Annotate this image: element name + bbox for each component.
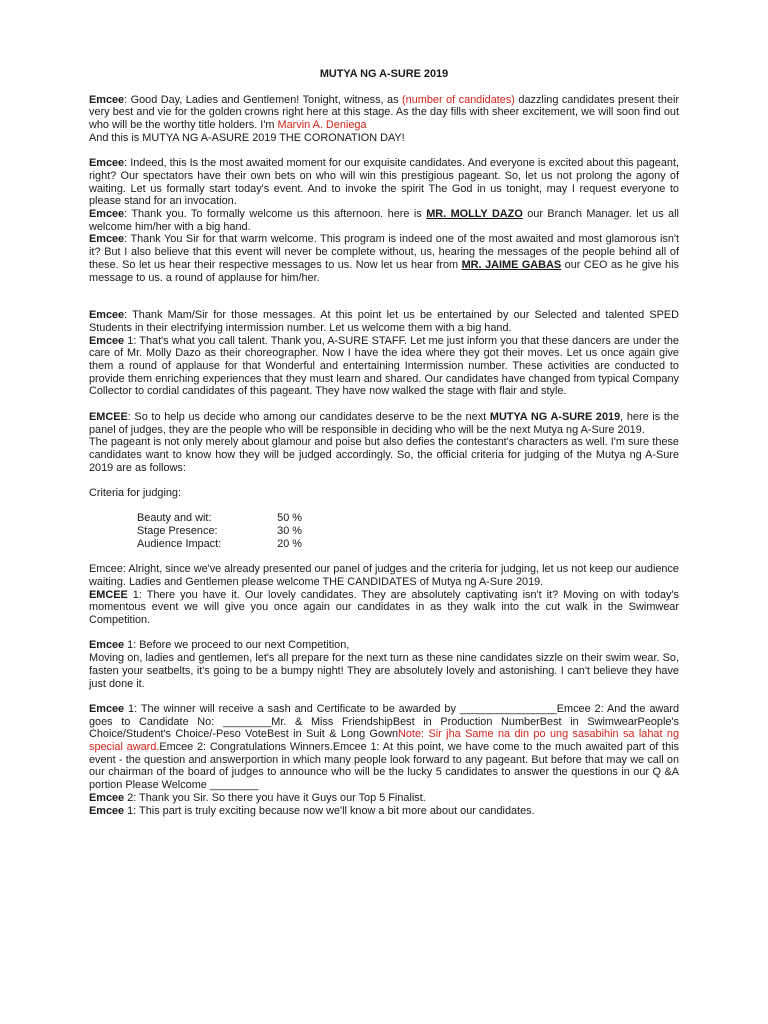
criteria-row: Beauty and wit: 50 %: [137, 512, 302, 525]
speaker-label: Emcee: [89, 804, 125, 817]
placeholder-note: (number of candidates): [402, 93, 515, 106]
pageant-name: MUTYA NG A-SURE 2019: [489, 410, 621, 423]
paragraph-invocation: Emcee: Indeed, this Is the most awaited moment for our exquisite candidates. And everyone is excited about this pageant, right? Our spectators have their own bets on who will win this prestigious pageant. So, let us not prolong the agony of waiting. Let us formally start today's event. And to invoke the spirit The God in us tonight, may I request everyone to please stand for an invocation.: [89, 157, 679, 208]
paragraph-top5: Emcee 2: Thank you Sir. So there you have it Guys our Top 5 Finalist.: [89, 791, 426, 804]
speaker-label: Emcee: [89, 334, 125, 347]
paragraph-messages: Emcee: Thank You Sir for that warm welcome. This program is indeed one of the most awaited and most glamorous isn't it? But I also believe that this event will never be complete without, us, hearing the messages of the people behind all of these. So let us hear their respective messages to us. Now let us hear from MR. JAIME GABAS our CEO as he give his message to us. a round of applause for him/her.: [89, 233, 679, 284]
criteria-row: Audience Impact: 20 %: [137, 537, 302, 550]
speaker-label: Emcee: [89, 233, 125, 246]
criteria-row: Stage Presence: 30 %: [137, 525, 302, 538]
branch-manager-name: MR. MOLLY DAZO: [426, 208, 523, 221]
speaker-label: Emcee: [89, 639, 125, 652]
speaker-label: Emcee: [89, 791, 125, 804]
paragraph-criteria-intro: The pageant is not only merely about glamour and poise but also defies the contestant's characters as well. I'm sure these candidates want to know how they will be judged accordingly. So, the official criteria for judging of the Mutya ng A-Sure 2019 are as follows:: [89, 436, 679, 474]
speaker-label: Emcee: [89, 157, 125, 170]
speaker-label: Emcee: [89, 309, 125, 322]
paragraph-swim-wear: Moving on, ladies and gentlemen, let's all prepare for the next turn as these nine candidates sizzle on their swim wear. So, fasten your seatbelts, it's going to be a bumpy night! They are absolutely lovely and astonishing. I can't believe they have just done it.: [89, 652, 679, 690]
criteria-list: [137, 512, 302, 550]
emcee-name: Marvin A. Deniega: [277, 119, 367, 132]
document-title: MUTYA NG A-SURE 2019: [319, 68, 449, 80]
script-document: [89, 68, 679, 817]
speaker-label: EMCEE: [89, 410, 128, 423]
speaker-label: Emcee: [89, 702, 125, 715]
paragraph-judges: EMCEE: So to help us decide who among our candidates deserve to be the next MUTYA NG A-SURE 2019, here is the panel of judges, they are the people who will be responsible in deciding who will be the next Mutya ng A-Sure 2019.: [89, 410, 679, 436]
paragraph-candidates: Emcee: Alright, since we've already presented our panel of judges and the criteria for judging, let us not keep our audience waiting. Ladies and Gentlemen please welcome THE CANDIDATES of Mutya ng A-Sure 2019.: [89, 563, 679, 588]
speaker-label: Emcee: [89, 208, 125, 221]
paragraph-coronation: And this is MUTYA NG A-ASURE 2019 THE CORONATION DAY!: [89, 131, 405, 144]
paragraph-next-competition: Emcee 1: Before we proceed to our next Competition,: [89, 639, 350, 652]
speaker-label: EMCEE: [89, 588, 128, 601]
paragraph-swimwear: EMCEE 1: There you have it. Our lovely candidates. They are absolutely captivating isn't it? Moving on with today's momentous event we will give you once again our candidates in as they walk into the cut walk in the Swimwear Competition.: [89, 588, 679, 627]
paragraph-talent: Emcee 1: That's what you call talent. Thank you, A-SURE STAFF. Let me just inform you that these dancers are under the care of Mr. Molly Dazo as their choreographer. Now I have the idea where they got their moves. Let us once again give them a round of applause for that Wonderful and entertaining Intermission number. These activities are conducted to provide them enriching experiences that they must learn and shared. Our candidates have changed from typical Company Collector to cordial candidates of this pageant. They have now walked the stage with flair and style.: [89, 334, 679, 398]
award-note: Note: Sir jha Same na din po ung sasabihin sa lahat ng special award.: [89, 728, 680, 754]
paragraph-opening: Emcee: Good Day, Ladies and Gentlemen! Tonight, witness, as (number of candidates) dazzling candidates present their very best and vie for the golden crowns right here at this stage. As the day fills with sheer excitement, we will soon find out who will be the worthy title holders. I'm Marvin A. Deniega: [89, 93, 679, 132]
speaker-label: Emcee: [89, 93, 125, 106]
paragraph-qa: Emcee 1: This part is truly exciting because now we'll know a bit more about our candidates.: [89, 804, 535, 817]
criteria-heading: Criteria for judging:: [89, 487, 182, 500]
ceo-name: MR. JAIME GABAS: [461, 258, 562, 271]
paragraph-awards: Emcee 1: The winner will receive a sash and Certificate to be awarded by ________________Emcee 2: And the award goes to Candidate No: ________Mr. & Miss FriendshipBest in Production NumberBest in SwimwearPeople's Choice/Student's Choice/-Peso VoteBest in Suit & Long GownNote: Sir jha Same na din po ung sasabihin sa lahat ng special award.Emcee 2: Congratulations Winners.Emcee 1: At this point, we have come to the much awaited part of this event - the question and answerportion in which many people look forward to any pageant. But before that may we call on our chairman of the board of judges to announce who will be the lucky 5 candidates to answer the questions in our Q &A portion Please Welcome ________: [89, 702, 680, 792]
paragraph-intermission: Emcee: Thank Mam/Sir for those messages. At this point let us be entertained by our Selected and talented SPED Students in their electrifying intermission number. Let us welcome them with a big hand.: [89, 309, 679, 334]
paragraph-welcome: Emcee: Thank you. To formally welcome us this afternoon. here is MR. MOLLY DAZO our Branch Manager. let us all welcome him/her with a big hand.: [89, 208, 679, 233]
